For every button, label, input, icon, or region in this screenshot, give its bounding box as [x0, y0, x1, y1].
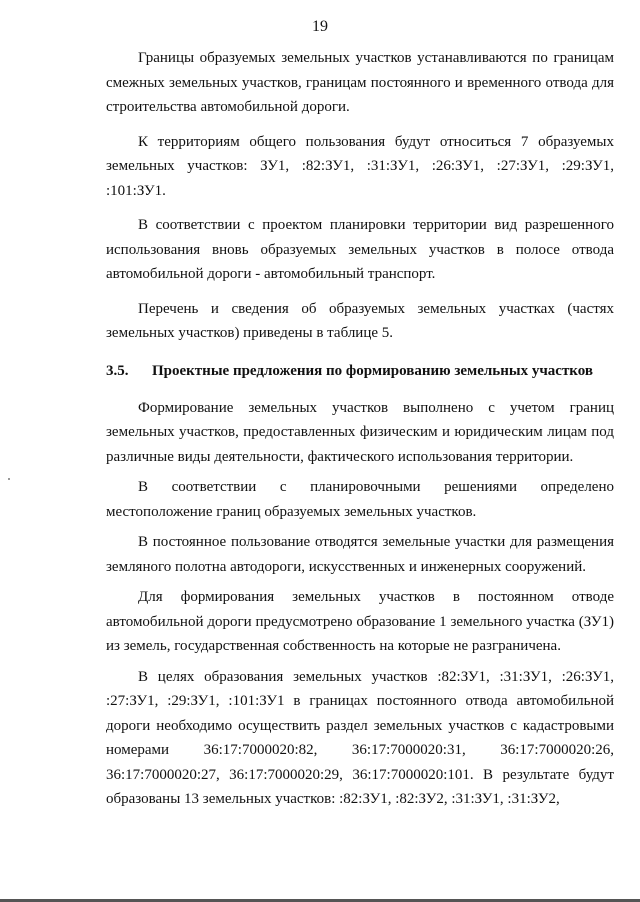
- section-number: 3.5.: [106, 362, 129, 379]
- paragraph-permitted-use: В соответствии с проектом планировки территории вид разрешенного использования вновь образуемых земельных участков в полосе отвода автомобильной дороги - автомобильный транспорт.: [106, 217, 614, 282]
- paragraph-public-territories: К территориям общего пользования будут относиться 7 образуемых земельных участков: ЗУ1, :82:ЗУ1, :31:ЗУ1, :26:ЗУ1, :27:ЗУ1, :29:ЗУ1, :101:ЗУ1.: [106, 133, 614, 199]
- page-number: 19: [312, 18, 328, 35]
- section-heading: [106, 360, 614, 382]
- paragraph-permanent-allotment: Для формирования земельных участков в постоянном отводе автомобильной дороги предусмотрено образование 1 земельного участка (ЗУ1) из земель, государственная собственность на которые не разграничена.: [106, 589, 614, 654]
- document-body: [106, 46, 614, 818]
- paragraph-permanent-use: В постоянное пользование отводятся земельные участки для размещения земляного полотна автодороги, искусственных и инженерных сооружений.: [106, 534, 614, 575]
- paragraph-boundaries: Границы образуемых земельных участков устанавливаются по границам смежных земельных участков, границам постоянного и временного отвода для строительства автомобильной дороги.: [106, 50, 614, 115]
- paragraph-cadastral-division: В целях образования земельных участков :82:ЗУ1, :31:ЗУ1, :26:ЗУ1, :27:ЗУ1, :29:ЗУ1, :101:ЗУ1 в границах постоянного отвода автомобильной дороги необходимо осуществить раздел земельных участков с кадастровыми номерами 36:17:7000020:82, 36:17:7000020:31, 36:17:7000020:26, 36:17:7000020:27, 36:17:7000020:29, 36:17:7000020:101. В результате будут образованы 13 земельных участков: :82:ЗУ1, :82:ЗУ2, :31:ЗУ1, :31:ЗУ2,: [106, 668, 614, 807]
- paragraph-table-reference: Перечень и сведения об образуемых земельных участках (частях земельных участков) приведены в таблице 5.: [106, 300, 614, 341]
- paragraph-planning-decisions: В соответствии с планировочными решениями определено местоположение границ образуемых земельных участков.: [106, 479, 614, 520]
- paragraph-formation: Формирование земельных участков выполнено с учетом границ земельных участков, предоставленных физическим и юридическим лицам под различные виды деятельности, фактического использования территории.: [106, 399, 614, 465]
- scan-speck: [8, 478, 10, 480]
- section-title: Проектные предложения по формированию земельных участков: [152, 362, 593, 379]
